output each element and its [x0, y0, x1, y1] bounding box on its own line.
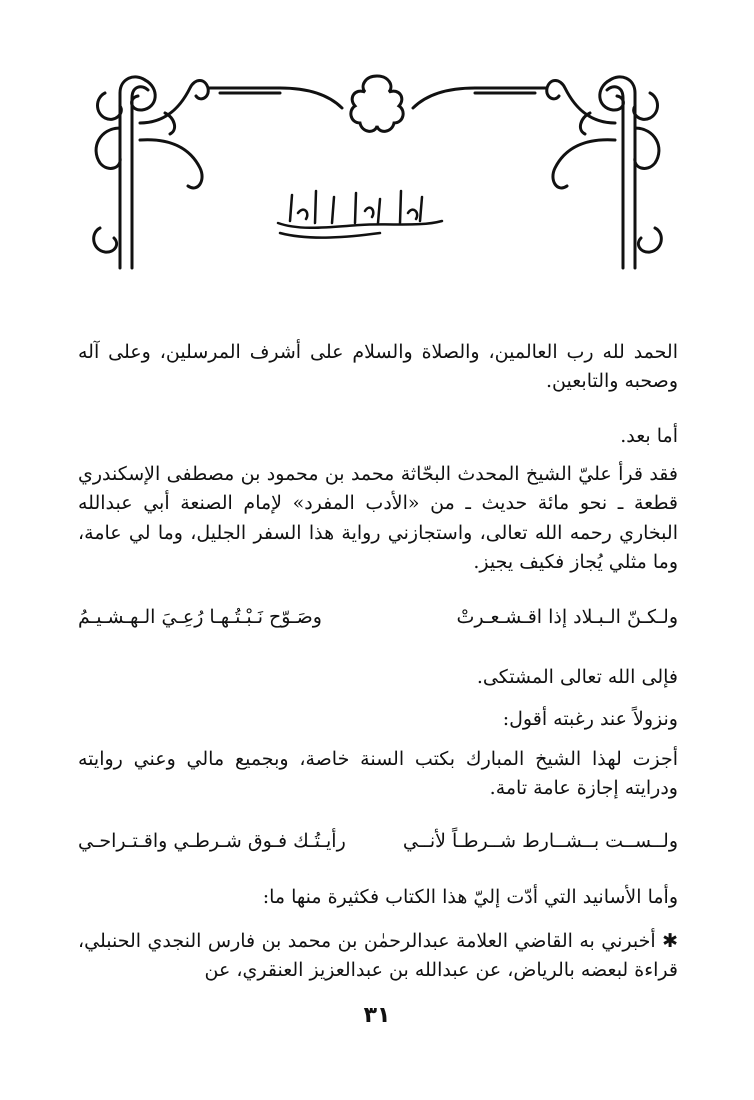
paragraph-chains: وأما الأسانيد التي أدّت إليّ هذا الكتاب فكثيرة منها ما: — [262, 886, 678, 908]
basmala-calligraphy — [270, 183, 450, 245]
paragraph-opening: الحمد لله رب العالمين، والصلاة والسلام على أشرف المرسلين، وعلى آله وصحبه والتابعين. — [78, 341, 678, 393]
verse-1-second-hemistich: وصَـوّح نَـبْـتُـهـا رُعِـيَ الـهـشـيـمُ — [78, 606, 322, 628]
paragraph-reading: فقد قرأ عليّ الشيخ المحدث البحّاثة محمد بن محمود بن مصطفى الإسكندري قطعة ـ نحو مائة حديث ـ من «الأدب المفرد» لإمام الصنعة أبي عبدالله البخاري رحمه الله تعالى، واستجازني رواية هذا السفر الجليل، وما لي عامة، وما مثلي يُجاز فكيف يجيز. — [78, 463, 678, 574]
paragraph-complaint: فإلى الله تعالى المشتكى. — [476, 666, 678, 688]
basmala-flourish-icon — [270, 183, 450, 245]
basmala-text — [450, 183, 451, 184]
poetry-verse-2 — [78, 830, 678, 852]
paragraph-request: ونزولاً عند رغبته أقول: — [502, 708, 678, 730]
paragraph-ijaza: أجزت لهذا الشيخ المبارك بكتب السنة خاصة، وبجميع مالي وعني روايته ودرايته إجازة عامة تامة. — [78, 748, 678, 800]
verse-1-first-hemistich: ولـكـنّ الـبـلاد إذا اقـشـعـرتْ — [456, 606, 678, 628]
page-number: ٣١ — [363, 1003, 391, 1028]
paragraph-amma-baad: أما بعد. — [620, 425, 678, 447]
paragraph-first-chain: ✱ أخبرني به القاضي العلامة عبدالرحمٰن بن محمد بن فارس النجدي الحنبلي، قراءة لبعضه بالرياض، عن عبدالله بن عبدالعزيز العنقري، عن — [78, 930, 678, 982]
verse-2-second-hemistich: رأيـتُـك فـوق شـرطـي واقـتـراحـي — [78, 830, 346, 852]
poetry-verse-1 — [78, 606, 678, 628]
verse-2-first-hemistich: ولــســت بــشــارط شــرطـاً لأنــي — [402, 830, 678, 852]
